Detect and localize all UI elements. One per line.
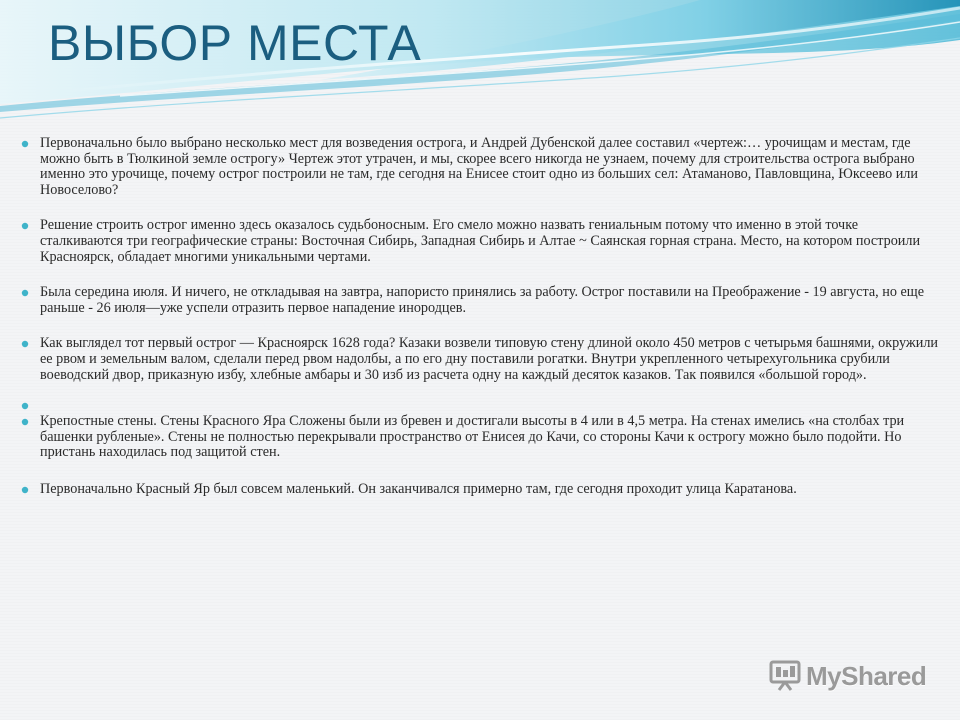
bullet-item-empty xyxy=(20,398,940,410)
bullet-dot-icon xyxy=(20,339,30,349)
presentation-board-icon xyxy=(768,658,802,692)
bullet-item xyxy=(20,414,940,461)
myshared-watermark[interactable] xyxy=(768,656,938,696)
watermark-text: MyShared xyxy=(806,661,927,691)
bullet-dot-icon xyxy=(20,401,30,411)
bullet-text: Была середина июля. И ничего, не откладывая на завтра, напористо принялись за работу. Острог поставили на Преображение - 19 августа, но еще раньше - 26 июля—уже успели отразить первое нападение инородцев. xyxy=(40,284,924,316)
bullet-item xyxy=(20,136,940,198)
bullet-item xyxy=(20,218,940,265)
bullet-dot-icon xyxy=(20,221,30,231)
bullet-item xyxy=(20,482,940,498)
bullet-dot-icon xyxy=(20,485,30,495)
bullet-text: Решение строить острог именно здесь оказалось судьбоносным. Его смело можно назвать гениальным потому что именно в этой точке сталкиваются три географические страны: Восточная Сибирь, Западная Сибирь и Алтае ~ Саянская горная страна. Место, на котором построили Красноярск, обладает многими уникальными чертами. xyxy=(40,217,921,265)
bullet-dot-icon xyxy=(20,288,30,298)
bullet-dot-icon xyxy=(20,417,30,427)
slide-title: ВЫБОР МЕСТА xyxy=(48,15,422,71)
slide-content xyxy=(20,136,940,498)
bullet-text: Крепостные стены. Стены Красного Яра Сложены были из бревен и достигали высоты в 4 или в 4,5 метра. На стенах имелись «на столбах три башенки рубленые». Стены не полностью перекрывали пространство от Енисея до Качи, со стороны Качи к острогу можно было подойти. Но пристань находилась под защитой стен. xyxy=(40,413,905,461)
bullet-text: Первоначально Красный Яр был совсем маленький. Он заканчивался примерно там, где сегодня проходит улица Каратанова. xyxy=(40,480,797,497)
bullet-item xyxy=(20,285,940,316)
bullet-dot-icon xyxy=(20,139,30,149)
bullet-item xyxy=(20,336,940,383)
bullet-text: Как выглядел тот первый острог — Красноярск 1628 года? Казаки возвели типовую стену длиной около 450 метров с четырьмя башнями, окружили ее рвом и земельным валом, сделали перед рвом надолбы, а по его дну поставили рогатки. Внутри укрепленного четырехугольника срубили воеводский двор, приказную избу, хлебные амбары и 30 изб из расчета одну на каждый десяток казаков. Так появился «большой город». xyxy=(40,335,939,383)
bullet-text: Первоначально было выбрано несколько мест для возведения острога, и Андрей Дубенской далее составил «чертеж:… урочищам и местам, где можно быть в Тюлкиной земле острогу» Чертеж этот утрачен, и мы, скорее всего никогда не узнаем, почему для строительства острога выбрано именно это урочище, почему острог построили не там, где сегодня на Енисее стоит одно из больших сел: Атаманово, Павловщина, Юксеево или Новоселово? xyxy=(40,135,918,198)
